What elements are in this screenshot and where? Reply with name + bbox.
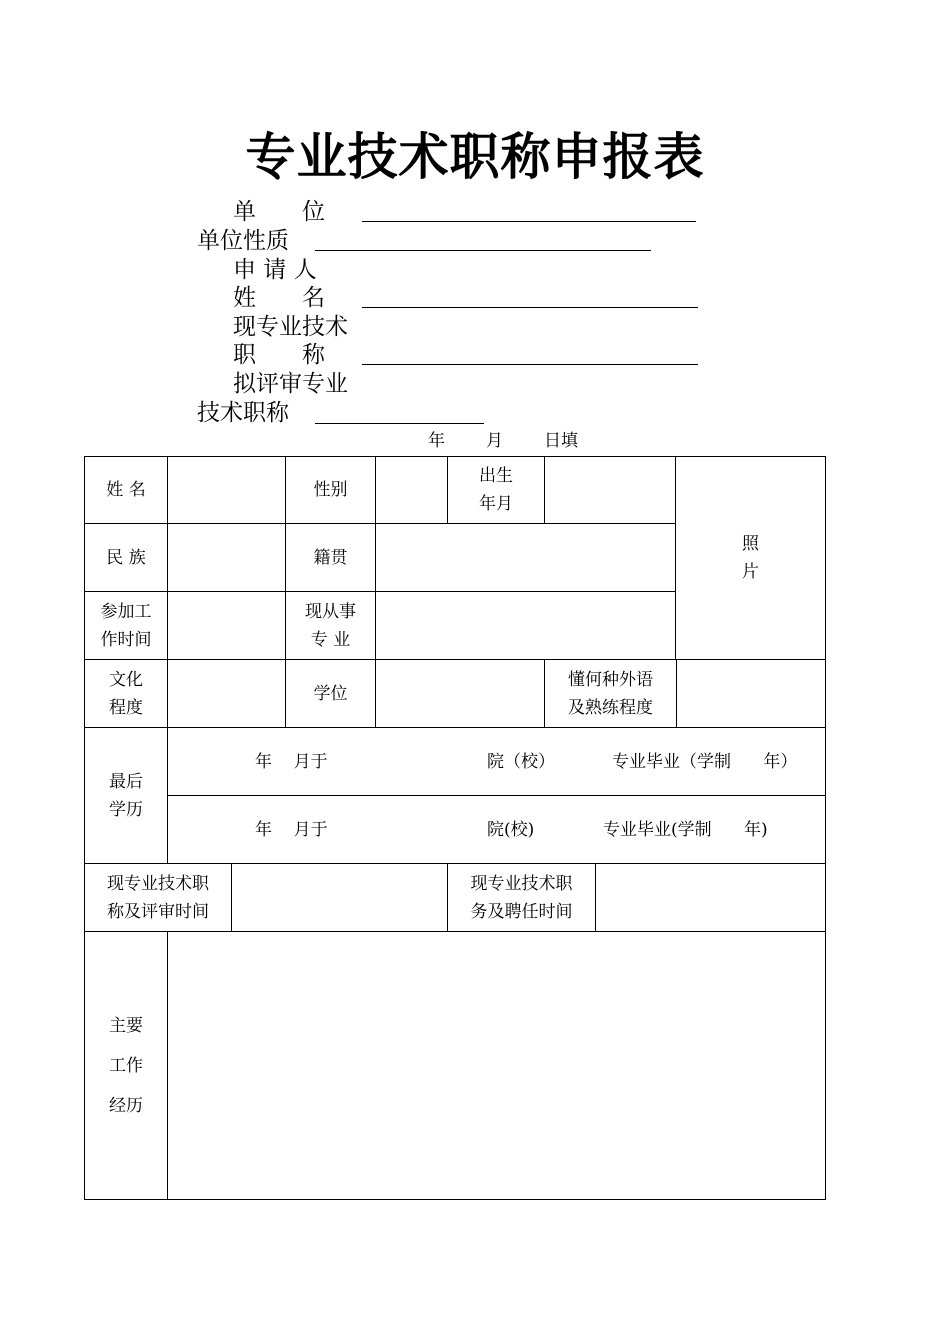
current-title-label-1: 现专业技术 [233,314,348,340]
edu-row2-major: 专业毕业(学制 年) [603,820,768,840]
name-input-cell[interactable] [168,457,285,523]
gender-cell-label: 性别 [313,480,348,500]
edu-row2-college: 院(校) [487,820,535,840]
name-cell-label: 姓 名 [106,480,146,500]
edu-row1-year-month: 年 月于 [255,752,328,772]
unit-nature-label: 单位性质 [197,228,289,254]
current-major-input-cell[interactable] [376,592,675,659]
ethnicity-cell-label: 民 族 [106,547,146,568]
date-day: 日填 [544,431,578,451]
work-history-cell-label: 主要 工作 经历 [109,1015,143,1116]
birth-cell-label: 出生 年月 [479,466,513,514]
work-start-cell-label: 参加工 作时间 [100,601,152,650]
language-input-cell[interactable] [677,660,825,727]
current-title-label-2: 职 称 [233,342,325,368]
current-title-time-input-cell[interactable] [232,864,447,931]
edu-row1-college: 院（校） [487,752,555,772]
native-place-cell-label: 籍贯 [313,547,348,568]
date-month: 月 [486,431,503,451]
gender-input-cell[interactable] [376,457,447,523]
education-input-cell[interactable] [168,660,285,727]
unit-label: 单 位 [233,199,325,225]
proposed-title-label-2: 技术职称 [197,400,289,426]
form-title: 专业技术职称申报表 [245,128,705,186]
work-history-input-cell[interactable] [168,932,825,1199]
degree-input-cell[interactable] [376,660,544,727]
birth-input-cell[interactable] [545,457,675,523]
current-post-time-cell-label: 现专业技术职 务及聘任时间 [470,873,573,922]
current-major-cell-label: 现从事 专 业 [305,601,356,650]
last-education-cell-label: 最后 学历 [109,771,143,820]
edu-row2-year-month: 年 月于 [255,820,328,840]
work-start-input-cell[interactable] [168,592,285,659]
ethnicity-input-cell[interactable] [168,524,285,591]
native-place-input-cell[interactable] [376,524,675,591]
edu-row1-major: 专业毕业（学制 年） [612,752,798,772]
name-label: 姓 名 [233,285,325,311]
photo-cell[interactable]: 照 片 [742,534,759,582]
current-title-time-cell-label: 现专业技术职 称及评审时间 [107,873,209,922]
proposed-title-label-1: 拟评审专业 [233,371,348,397]
degree-cell-label: 学位 [313,683,348,704]
education-cell-label: 文化 程度 [109,669,143,718]
applicant-label: 申 请 人 [233,257,317,283]
current-post-time-input-cell[interactable] [596,864,825,931]
date-year: 年 [428,431,445,451]
language-cell-label: 懂何种外语 及熟练程度 [568,669,653,718]
